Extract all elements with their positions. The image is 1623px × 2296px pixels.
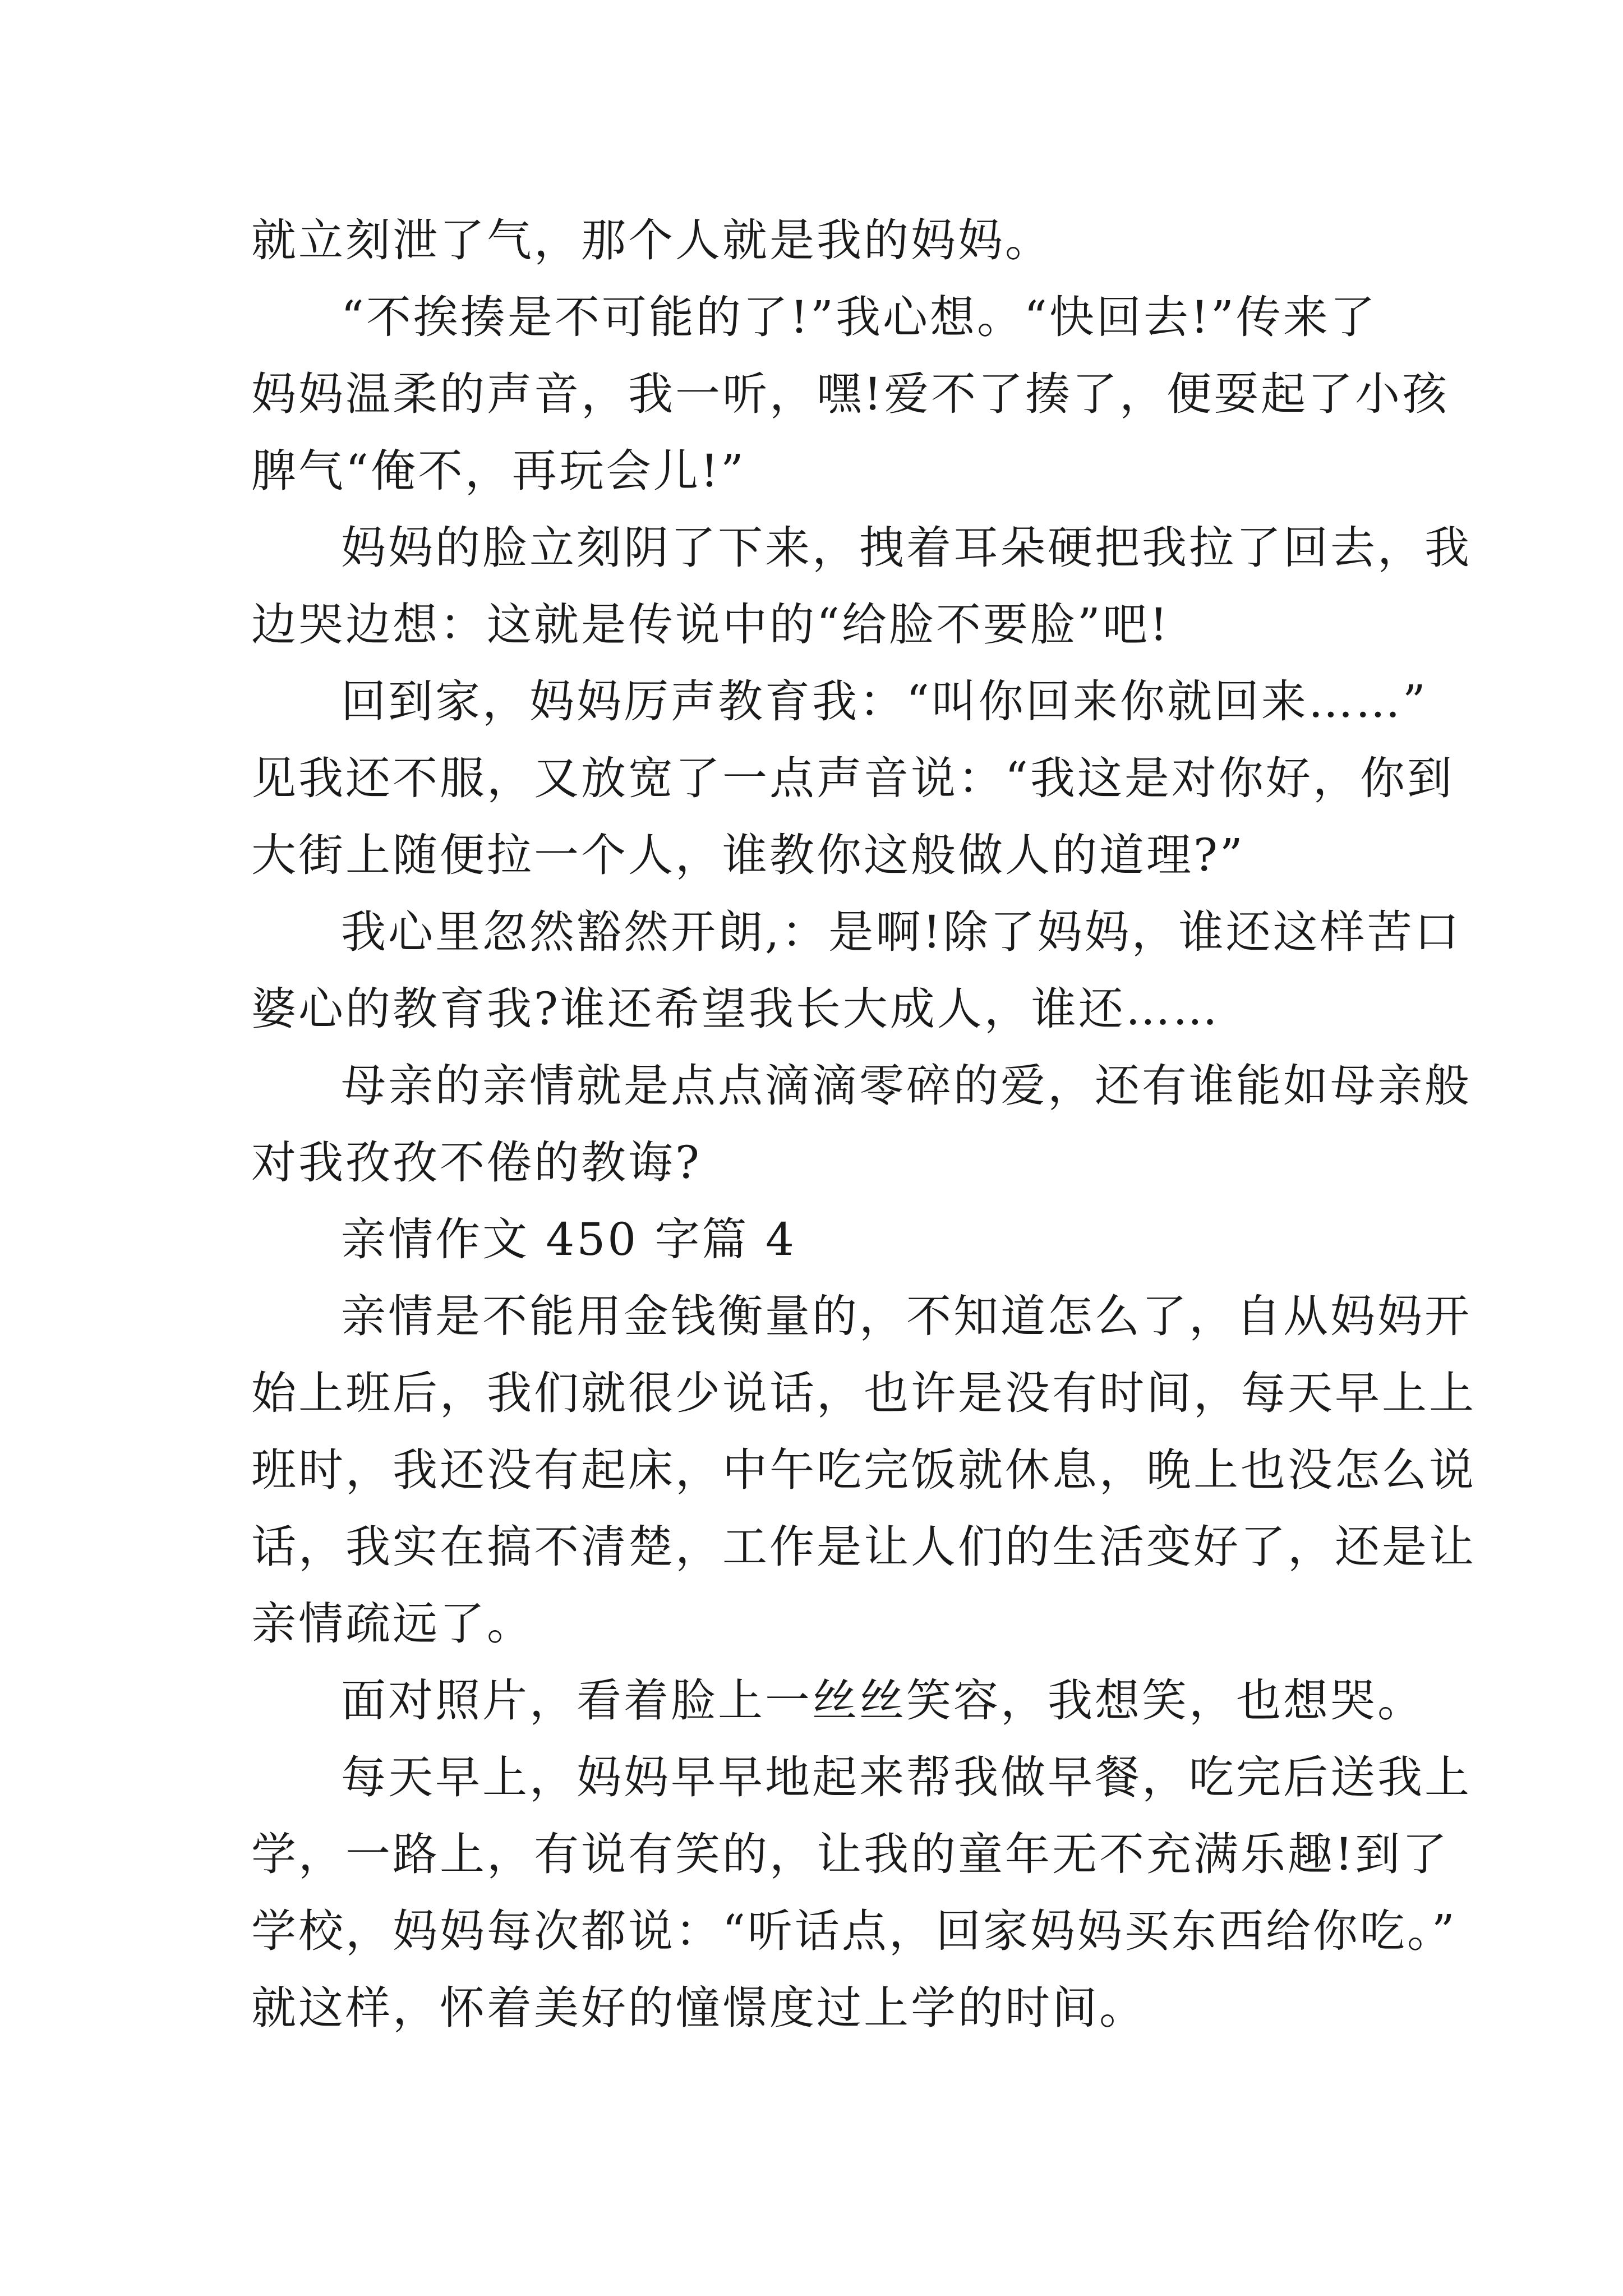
text-line: “不挨揍是不可能的了!”我心想。“快回去!”传来了 bbox=[341, 291, 1377, 343]
text-line: 面对照片，看着脸上一丝丝笑容，我想笑，也想哭。 bbox=[341, 1674, 1424, 1727]
text-line: 脾气“俺不，再玩会儿!” bbox=[251, 445, 746, 497]
text-line: 边哭边想：这就是传说中的“给脸不要脸”吧! bbox=[251, 599, 1170, 651]
text-line: 回到家，妈妈厉声教育我：“叫你回来你就回来……” bbox=[341, 675, 1428, 728]
text-line: 亲情是不能用金钱衡量的，不知道怎么了，自从妈妈开 bbox=[341, 1290, 1472, 1342]
text-line: 亲情疏远了。 bbox=[251, 1598, 534, 1650]
text-line: 班时，我还没有起床，中午吃完饭就休息，晚上也没怎么说 bbox=[251, 1444, 1476, 1496]
text-line: 学校，妈妈每次都说：“听话点，回家妈妈买东西给你吃。” bbox=[251, 1905, 1457, 1957]
text-line: 大街上随便拉一个人，谁教你这般做人的道理?” bbox=[251, 829, 1245, 881]
text-line: 妈妈温柔的声音，我一听，嘿!爱不了揍了，便耍起了小孩 bbox=[251, 368, 1450, 420]
text-line: 对我孜孜不倦的教诲? bbox=[251, 1137, 702, 1189]
text-line: 就立刻泄了气，那个人就是我的妈妈。 bbox=[251, 214, 1052, 266]
text-line: 话，我实在搞不清楚，工作是让人们的生活变好了，还是让 bbox=[251, 1521, 1476, 1573]
text-line: 母亲的亲情就是点点滴滴零碎的爱，还有谁能如母亲般 bbox=[341, 1060, 1472, 1112]
body-text bbox=[251, 202, 1476, 2046]
text-line: 婆心的教育我?谁还希望我长大成人，谁还…… bbox=[251, 983, 1220, 1035]
text-line: 见我还不服，又放宽了一点声音说：“我这是对你好，你到 bbox=[251, 752, 1454, 804]
text-line: 学，一路上，有说有笑的，让我的童年无不充满乐趣!到了 bbox=[251, 1828, 1450, 1880]
text-line: 始上班后，我们就很少说话，也许是没有时间，每天早上上 bbox=[251, 1367, 1476, 1419]
text-line: 妈妈的脸立刻阴了下来，拽着耳朵硬把我拉了回去，我 bbox=[341, 522, 1472, 574]
section-heading: 亲情作文 450 字篇 4 bbox=[341, 1213, 796, 1266]
text-line: 我心里忽然豁然开朗,：是啊!除了妈妈，谁还这样苦口 bbox=[341, 906, 1461, 958]
text-line: 每天早上，妈妈早早地起来帮我做早餐，吃完后送我上 bbox=[341, 1751, 1472, 1803]
text-line: 就这样，怀着美好的憧憬度过上学的时间。 bbox=[251, 1982, 1146, 2034]
